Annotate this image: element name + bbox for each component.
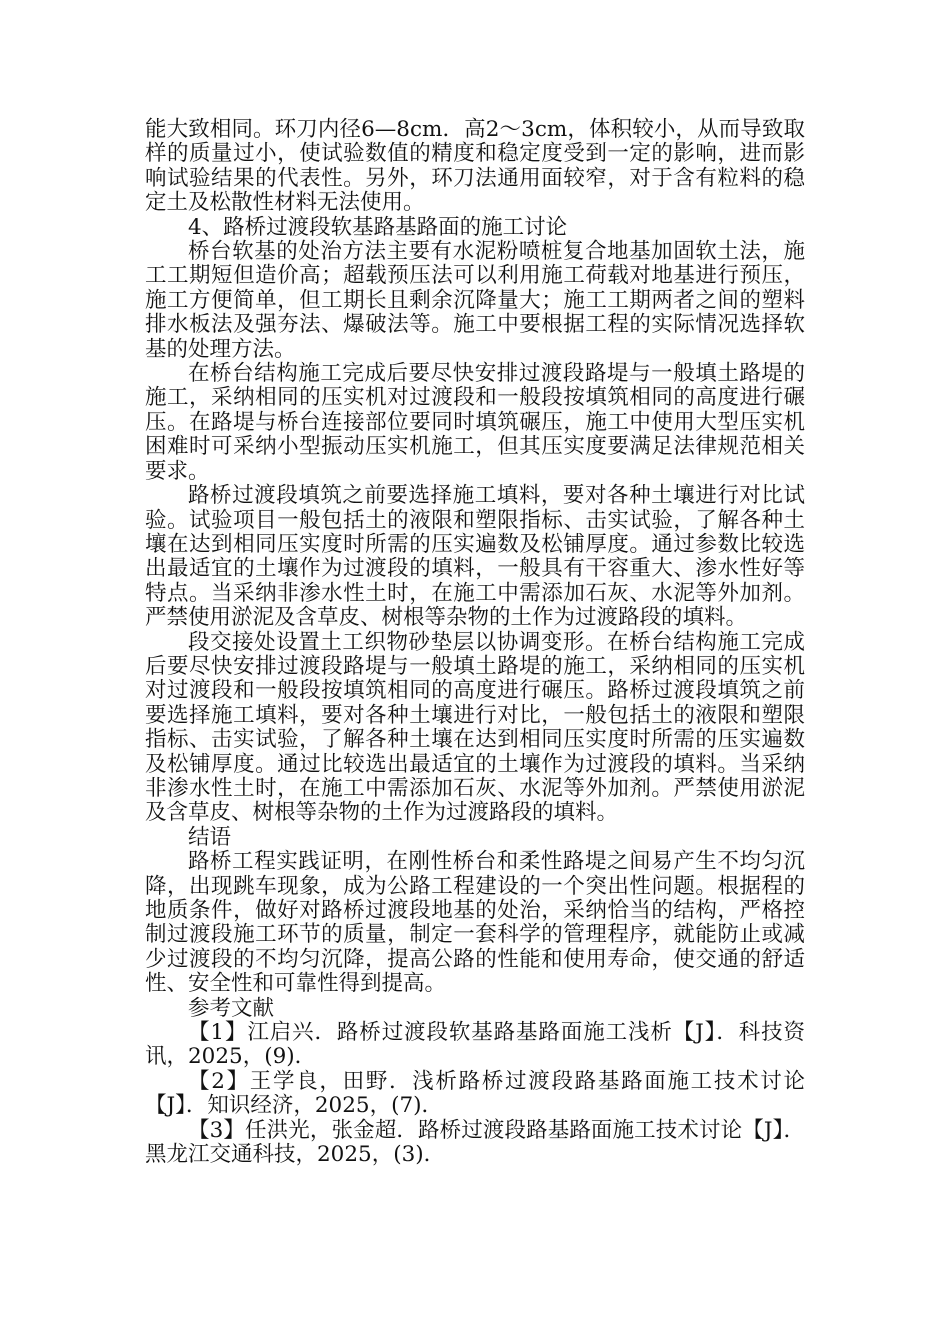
reference-item-2: 【2】王学良，田野．浅析路桥过渡段路基路面施工技术讨论【J】．知识经济，2025，(7)． <box>145 1068 805 1119</box>
paragraph-embankment-compaction: 在桥台结构施工完成后要尽快安排过渡段路堤与一般填土路堤的施工，采纳相同的压实机对过渡段和一般段按填筑相同的高度进行碾压。在路堤与桥台连接部位要同时填筑碾压，施工中使用大型压实机困难时可采纳小型振动压实机施工，但其压实度要满足法律规范相关要求。 <box>145 361 805 484</box>
paragraph-conclusion: 路桥工程实践证明，在刚性桥台和柔性路堤之间易产生不均匀沉降，出现跳车现象，成为公路工程建设的一个突出性问题。根据程的地质条件，做好对路桥过渡段地基的处治，采纳恰当的结构，严格控制过渡段施工环节的质量，制定一套科学的管理程序，就能防止或减少过渡段的不均匀沉降，提高公路的性能和使用寿命，使交通的舒适性、安全性和可靠性得到提高。 <box>145 849 805 997</box>
paragraph-fill-material-selection: 路桥过渡段填筑之前要选择施工填料，要对各种土壤进行对比试验。试验项目一般包括土的液限和塑限指标、击实试验，了解各种土壤在达到相同压实度时所需的压实遍数及松铺厚度。通过参数比较选出最适宜的土壤作为过渡段的填料，一般具有干容重大、渗水性好等特点。当采纳非渗水性土时，在施工中需添加石灰、水泥等外加剂。严禁使用淤泥及含草皮、树根等杂物的土作为过渡路段的填料。 <box>145 483 805 631</box>
section-heading-references: 参考文献 <box>188 995 275 1021</box>
paragraph-geotextile-cushion: 段交接处设置土工织物砂垫层以协调变形。在桥台结构施工完成后要尽快安排过渡段路堤与一般填土路堤的施工，采纳相同的压实机对过渡段和一般段按填筑相同的高度进行碾压。路桥过渡段填筑之前要选择施工填料，要对各种土壤进行对比，一般包括土的液限和塑限指标、击实试验，了解各种土壤在达到相同压实度时所需的压实遍数及松铺厚度。通过比较选出最适宜的土壤作为过渡段的填料。当采纳非渗水性土时，在施工中需添加石灰、水泥等外加剂。严禁使用淤泥及含草皮、树根等杂物的土作为过渡路段的填料。 <box>145 629 805 826</box>
section-heading-conclusion: 结语 <box>188 824 232 850</box>
document-body <box>145 118 805 1167</box>
paragraph-ring-knife-method: 能大致相同。环刀内径6—8cm．高2～3cm，体积较小，从而导致取样的质量过小，使试验数值的精度和稳定度受到一定的影响，进而影响试验结果的代表性。另外，环刀法通用面较窄，对于含有粒料的稳定土及松散性材料无法使用。 <box>145 117 805 216</box>
section-heading-construction: 4、路桥过渡段软基路基路面的施工讨论 <box>188 214 568 240</box>
reference-item-1: 【1】江启兴．路桥过渡段软基路基路面施工浅析【J】．科技资讯，2025，(9)． <box>145 1020 805 1070</box>
paragraph-soft-foundation-treatment: 桥台软基的处治方法主要有水泥粉喷桩复合地基加固软土法，施工工期短但造价高；超载预压法可以利用施工荷载对地基进行预压，施工方便简单，但工期长且剩余沉降量大；施工工期两者之间的塑料排水板法及强夯法、爆破法等。施工中要根据工程的实际情况选择软基的处理方法。 <box>145 239 805 362</box>
reference-item-3: 【3】任洪光，张金超．路桥过渡段路基路面施工技术讨论【J】．黑龙江交通科技，2025，(3)． <box>145 1117 805 1168</box>
